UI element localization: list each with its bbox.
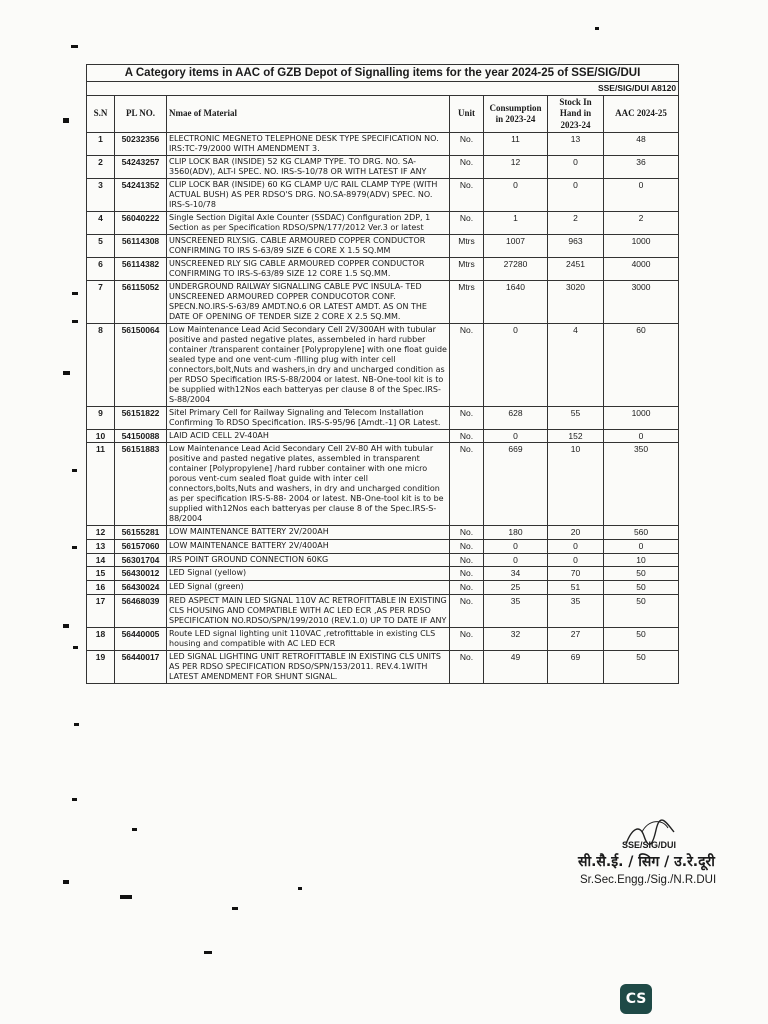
signature-english-designation: Sr.Sec.Engg./Sig./N.R.DUI (580, 874, 717, 886)
row-aac: 50 (604, 650, 679, 683)
row-unit: No. (450, 443, 484, 526)
column-header-consumption: Consumption in 2023-24 (484, 96, 548, 133)
row-aac: 60 (604, 323, 679, 406)
row-unit: No. (450, 155, 484, 178)
row-pl-no: 56151883 (115, 443, 167, 526)
table-row (87, 650, 679, 683)
row-aac: 0 (604, 429, 679, 443)
row-material-name: Sitel Primary Cell for Railway Signaling and Telecom Installation Confirming To RDSO Specification. IRS-S-95/96 [Amdt.-1] OR Latest. (167, 406, 450, 429)
row-material-name: LAID ACID CELL 2V-40AH (167, 429, 450, 443)
row-stock: 152 (548, 429, 604, 443)
row-pl-no: 56155281 (115, 526, 167, 540)
row-consumption: 0 (484, 540, 548, 554)
row-sn: 15 (87, 567, 115, 581)
row-sn: 3 (87, 178, 115, 211)
row-unit: No. (450, 580, 484, 594)
row-aac: 50 (604, 567, 679, 581)
row-consumption: 1640 (484, 280, 548, 323)
row-pl-no: 50232356 (115, 132, 167, 155)
row-stock: 2 (548, 211, 604, 234)
scan-mark (72, 292, 78, 295)
row-consumption: 12 (484, 155, 548, 178)
row-consumption: 11 (484, 132, 548, 155)
row-consumption: 35 (484, 594, 548, 627)
row-unit: No. (450, 323, 484, 406)
row-unit: Mtrs (450, 234, 484, 257)
row-consumption: 1007 (484, 234, 548, 257)
row-sn: 2 (87, 155, 115, 178)
table-row (87, 553, 679, 567)
row-sn: 17 (87, 594, 115, 627)
scan-mark (298, 887, 302, 890)
row-stock: 963 (548, 234, 604, 257)
row-sn: 18 (87, 627, 115, 650)
row-unit: Mtrs (450, 257, 484, 280)
row-stock: 55 (548, 406, 604, 429)
table-row (87, 132, 679, 155)
table-row (87, 323, 679, 406)
row-aac: 48 (604, 132, 679, 155)
table-row (87, 406, 679, 429)
row-aac: 50 (604, 594, 679, 627)
camscanner-badge: CS (620, 984, 652, 1014)
row-sn: 19 (87, 650, 115, 683)
row-consumption: 25 (484, 580, 548, 594)
row-material-name: LOW MAINTENANCE BATTERY 2V/200AH (167, 526, 450, 540)
scan-mark (595, 27, 599, 30)
row-aac: 50 (604, 580, 679, 594)
table-row (87, 594, 679, 627)
table-header-row (87, 96, 679, 133)
column-header-aac: AAC 2024-25 (604, 96, 679, 133)
table-row (87, 178, 679, 211)
row-pl-no: 54150088 (115, 429, 167, 443)
row-pl-no: 56430024 (115, 580, 167, 594)
row-pl-no: 56115052 (115, 280, 167, 323)
row-aac: 0 (604, 178, 679, 211)
row-consumption: 34 (484, 567, 548, 581)
row-consumption: 1 (484, 211, 548, 234)
scan-mark (63, 371, 70, 375)
row-unit: No. (450, 526, 484, 540)
row-pl-no: 56468039 (115, 594, 167, 627)
row-consumption: 32 (484, 627, 548, 650)
row-stock: 0 (548, 540, 604, 554)
row-unit: No. (450, 178, 484, 211)
row-pl-no: 56114382 (115, 257, 167, 280)
table-row (87, 257, 679, 280)
row-unit: No. (450, 594, 484, 627)
scan-mark (120, 895, 132, 899)
scan-mark (72, 546, 77, 549)
row-sn: 4 (87, 211, 115, 234)
row-pl-no: 56157060 (115, 540, 167, 554)
row-pl-no: 56301704 (115, 553, 167, 567)
column-header-pl-no: PL NO. (115, 96, 167, 133)
table-row (87, 280, 679, 323)
row-consumption: 0 (484, 178, 548, 211)
row-consumption: 0 (484, 323, 548, 406)
row-stock: 10 (548, 443, 604, 526)
row-consumption: 628 (484, 406, 548, 429)
row-unit: Mtrs (450, 280, 484, 323)
row-stock: 0 (548, 178, 604, 211)
table-row (87, 211, 679, 234)
row-material-name: UNSCREENED RLY SIG CABLE ARMOURED COPPER CONDUCTOR CONFIRMING TO IRS-S-63/89 SIZE 12 CORE 1.5 SQ.MM. (167, 257, 450, 280)
row-unit: No. (450, 650, 484, 683)
row-sn: 9 (87, 406, 115, 429)
row-sn: 13 (87, 540, 115, 554)
row-sn: 5 (87, 234, 115, 257)
document-subheader: SSE/SIG/DUI A8120 (87, 82, 679, 96)
row-material-name: CLIP LOCK BAR (INSIDE) 52 KG CLAMP TYPE. TO DRG. NO. SA-3560(ADV), ALT-I SPEC. NO. IRS-S-10/78 OR WITH LATEST IF ANY (167, 155, 450, 178)
row-material-name: ELECTRONIC MEGNETO TELEPHONE DESK TYPE SPECIFICATION NO. IRS:TC-79/2000 WITH AMENDMENT 3. (167, 132, 450, 155)
row-material-name: Low Maintenance Lead Acid Secondary Cell 2V-80 AH with tubular positive and pasted negative plates, assembled in transparent container [Polypropylene] /hard rubber container with one micro porous vent-cum sealed float guide with inter cell connectors,bolts,Nuts and washers, in dry and uncharged condition as per specification IRS-S-88- 2004 or latest. NB-One-tool kit is to be supplied with12Nos each batteryas per clause 8 of the Spec.IRS-S-88/2004 (167, 443, 450, 526)
table-row (87, 540, 679, 554)
row-consumption: 49 (484, 650, 548, 683)
row-material-name: Single Section Digital Axle Counter (SSDAC) Configuration 2DP, 1 Section as per Specification RDSO/SPN/177/2012 Ver.3 or latest (167, 211, 450, 234)
row-unit: No. (450, 627, 484, 650)
row-stock: 4 (548, 323, 604, 406)
column-header-stock: Stock In Hand in 2023-24 (548, 96, 604, 133)
row-aac: 36 (604, 155, 679, 178)
document-title: A Category items in AAC of GZB Depot of Signalling items for the year 2024-25 of SSE/SIG/DUI (87, 65, 679, 82)
row-material-name: UNSCREENED RLY.SIG. CABLE ARMOURED COPPER CONDUCTOR CONFIRMING TO IRS S-63/89 SIZE 6 CORE X 1.5 SQ.MM (167, 234, 450, 257)
row-material-name: LED Signal (green) (167, 580, 450, 594)
row-aac: 3000 (604, 280, 679, 323)
row-sn: 11 (87, 443, 115, 526)
scan-mark (74, 723, 79, 726)
row-consumption: 0 (484, 553, 548, 567)
row-unit: No. (450, 567, 484, 581)
aac-items-table (86, 64, 679, 684)
row-pl-no: 56114308 (115, 234, 167, 257)
row-sn: 16 (87, 580, 115, 594)
column-header-sn: S.N (87, 96, 115, 133)
scan-mark (72, 798, 77, 801)
table-row (87, 443, 679, 526)
row-aac: 50 (604, 627, 679, 650)
row-sn: 6 (87, 257, 115, 280)
row-material-name: LOW MAINTENANCE BATTERY 2V/400AH (167, 540, 450, 554)
signature-office: SSE/SIG/DUI (622, 840, 677, 850)
table-row (87, 580, 679, 594)
row-stock: 27 (548, 627, 604, 650)
row-aac: 1000 (604, 406, 679, 429)
row-material-name: RED ASPECT MAIN LED SIGNAL 110V AC RETROFITTABLE IN EXISTING CLS HOUSING AND COMPATIBLE WITH AC LED ECR ,AS PER RDSO SPECIFICATION NO.RDSO/SPN/199/2010 (REV.1.0) UP TO DATE IF ANY (167, 594, 450, 627)
row-material-name: Low Maintenance Lead Acid Secondary Cell 2V/300AH with tubular positive and pasted negative plates, assembeled in hard rubber container /transparent container [Polypropylene] with one float guide sealed type and one vent-cum -filling plug with inter cell connectors,bolt,Nuts and washers,in dry and uncharged condition as per RDSO Specification IRS-S-88/2004 or latest. NB-One-tool kit is to be supplied with12Nos each batteryas per clause 8 of the Spec.IRS-S-88/2004 (167, 323, 450, 406)
scan-mark (71, 45, 78, 48)
row-stock: 0 (548, 155, 604, 178)
row-aac: 350 (604, 443, 679, 526)
table-row (87, 234, 679, 257)
row-sn: 14 (87, 553, 115, 567)
row-unit: No. (450, 429, 484, 443)
scan-mark (63, 880, 69, 884)
row-consumption: 0 (484, 429, 548, 443)
row-material-name: LED SIGNAL LIGHTING UNIT RETROFITTABLE IN EXISTING CLS UNITS AS PER RDSO SPECIFICATION RDSO/SPN/153/2011. REV.4.1WITH LATEST AMENDMENT FOR SHUNT SIGNAL. (167, 650, 450, 683)
row-unit: No. (450, 132, 484, 155)
row-sn: 1 (87, 132, 115, 155)
row-unit: No. (450, 553, 484, 567)
row-consumption: 669 (484, 443, 548, 526)
row-pl-no: 56151822 (115, 406, 167, 429)
row-sn: 8 (87, 323, 115, 406)
row-pl-no: 56430012 (115, 567, 167, 581)
row-pl-no: 56440017 (115, 650, 167, 683)
scan-mark (232, 907, 238, 910)
scan-mark (72, 469, 77, 472)
row-stock: 3020 (548, 280, 604, 323)
table-row (87, 526, 679, 540)
row-material-name: UNDERGROUND RAILWAY SIGNALLING CABLE PVC INSULA- TED UNSCREENED ARMOURED COPPER CONDUCOTOR CONF. SPECN.NO.IRS-S-63/89 AMDT.NO.6 OR LATEST AMDT. AS ON THE DATE OF OPENING OF TENDER SIZE 2 CORE X 2.5 SQ.MM. (167, 280, 450, 323)
signature-hindi-designation: सी.सै.ई. / सिग / उ.रे.दूरी (578, 854, 715, 870)
row-consumption: 180 (484, 526, 548, 540)
row-pl-no: 56040222 (115, 211, 167, 234)
scan-mark (72, 320, 78, 323)
row-material-name: CLIP LOCK BAR (INSIDE) 60 KG CLAMP U/C RAIL CLAMP TYPE (WITH ACTUAL BUSH) AS PER RDSO'S DRG. NO.SA-8979(ADV) SPEC. NO. IRS-S-10/78 (167, 178, 450, 211)
scan-mark (63, 118, 69, 123)
row-stock: 35 (548, 594, 604, 627)
scan-mark (63, 624, 69, 628)
scan-mark (73, 646, 78, 649)
row-pl-no: 56150064 (115, 323, 167, 406)
row-pl-no: 54241352 (115, 178, 167, 211)
row-stock: 20 (548, 526, 604, 540)
row-aac: 1000 (604, 234, 679, 257)
row-aac: 4000 (604, 257, 679, 280)
row-sn: 10 (87, 429, 115, 443)
row-aac: 2 (604, 211, 679, 234)
row-aac: 560 (604, 526, 679, 540)
row-material-name: Route LED signal lighting unit 110VAC ,retrofittable in existing CLS housing and compatible with AC LED ECR (167, 627, 450, 650)
row-stock: 13 (548, 132, 604, 155)
row-unit: No. (450, 406, 484, 429)
row-stock: 51 (548, 580, 604, 594)
row-material-name: IRS POINT GROUND CONNECTION 60KG (167, 553, 450, 567)
row-sn: 12 (87, 526, 115, 540)
scan-mark (132, 828, 137, 831)
row-stock: 2451 (548, 257, 604, 280)
column-header-material: Nmae of Material (167, 96, 450, 133)
row-stock: 69 (548, 650, 604, 683)
row-consumption: 27280 (484, 257, 548, 280)
row-aac: 0 (604, 540, 679, 554)
table-body (87, 132, 679, 683)
row-pl-no: 54243257 (115, 155, 167, 178)
table-row (87, 627, 679, 650)
row-unit: No. (450, 540, 484, 554)
row-material-name: LED Signal (yellow) (167, 567, 450, 581)
row-stock: 70 (548, 567, 604, 581)
row-stock: 0 (548, 553, 604, 567)
row-sn: 7 (87, 280, 115, 323)
table-row (87, 155, 679, 178)
row-aac: 10 (604, 553, 679, 567)
column-header-unit: Unit (450, 96, 484, 133)
row-unit: No. (450, 211, 484, 234)
scan-mark (204, 951, 212, 954)
row-pl-no: 56440005 (115, 627, 167, 650)
table-row (87, 567, 679, 581)
table-row (87, 429, 679, 443)
